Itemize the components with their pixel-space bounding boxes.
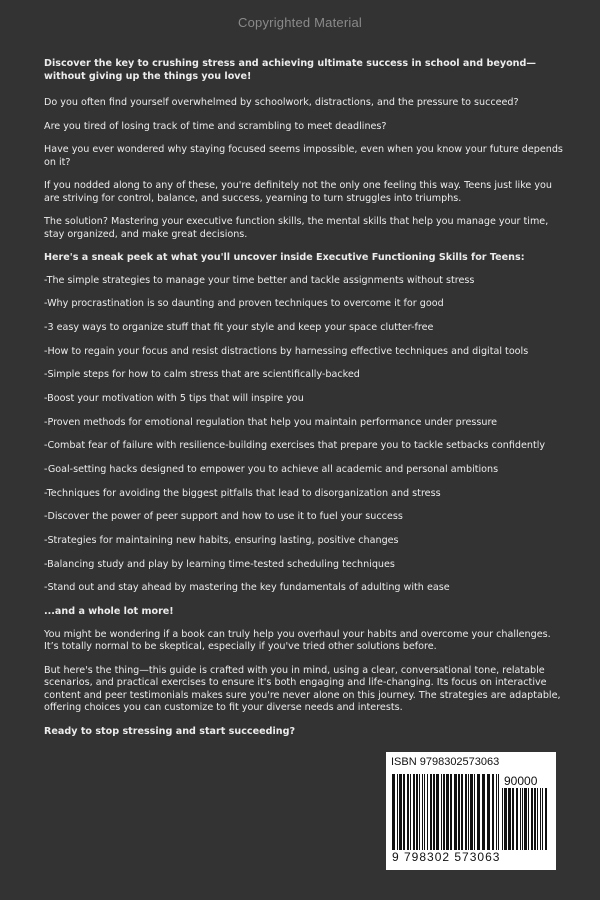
barcode-bar [534, 788, 536, 850]
barcode-bar [441, 774, 442, 850]
barcode-bar [470, 774, 473, 850]
barcode-bar [450, 774, 452, 850]
back-cover-text [44, 58, 564, 738]
price-code: 90000 [504, 774, 538, 788]
barcode-bar [524, 788, 527, 850]
closing-paragraph: You might be wondering if a book can truly help you overhaul your habits and overcome your challenges. It’s totally normal to be skeptical, especially if you've tried other solutions before. [44, 628, 551, 653]
list-item: -Balancing study and play by learning time-tested scheduling techniques [44, 558, 395, 570]
barcode-bar [458, 774, 460, 850]
barcode-bar [443, 774, 445, 850]
barcode-bar [413, 774, 415, 850]
paragraph: Do you often find yourself overwhelmed by schoolwork, distractions, and the pressure to succeed? [44, 97, 519, 108]
paragraph: Are you tired of losing track of time and scrambling to meet deadlines? [44, 120, 387, 132]
more-text: ...and a whole lot more! [44, 606, 174, 618]
barcode-bar [392, 774, 395, 850]
barcode-bar [410, 774, 411, 850]
barcode-bar [454, 774, 457, 850]
barcode-bar [545, 788, 547, 850]
barcode-bar [542, 788, 543, 850]
barcode-bar [436, 774, 439, 850]
isbn-digits: 9 798302 573063 [392, 850, 501, 864]
list-item: -Strategies for maintaining new habits, ensuring lasting, positive changes [44, 535, 399, 547]
copyright-watermark-top: Copyrighted Material [238, 15, 362, 30]
barcode-bar [504, 788, 507, 850]
closing-paragraph: But here's the thing—this guide is crafted with you in mind, using a clear, conversational tone, relatable scenarios, and practical exercises to ensure it's both engaging and life-changing. Its focus on interactive content and peer testimonials makes sure you're never alone on this journey. The strategies are adaptable, offering choices you can customize to fit your diverse needs and interests. [44, 664, 561, 714]
barcode-bar [416, 774, 418, 850]
list-item: -Proven methods for emotional regulation that help you maintain performance under pressure [44, 416, 498, 428]
barcode-bar [531, 788, 533, 850]
barcode-bar [540, 788, 541, 850]
barcode-bar [516, 788, 518, 850]
isbn-barcode [386, 752, 556, 870]
barcode-bar [399, 774, 402, 850]
paragraph: If you nodded along to any of these, you're definitely not the only one feeling this way. Teens just like you are striving for control, balance, and success, yearning to turn struggles into triumphs. [44, 180, 552, 204]
list-item: -Boost your motivation with 5 tips that will inspire you [44, 392, 304, 404]
barcode-bar [512, 788, 514, 850]
barcode-bar [427, 774, 428, 850]
barcode-bar [482, 774, 485, 850]
barcode-bar [498, 774, 499, 850]
barcode-bar [502, 788, 503, 850]
paragraph: Have you ever wondered why staying focused seems impossible, even when you know your future depends on it? [44, 144, 563, 168]
list-item: -Techniques for avoiding the biggest pitfalls that lead to disorganization and stress [44, 487, 441, 499]
paragraph: The solution? Mastering your executive function skills, the mental skills that help you manage your time, stay organized, and make great decisions. [44, 216, 549, 240]
list-item: -Stand out and stay ahead by mastering the key fundamentals of adulting with ease [44, 582, 450, 594]
barcode-bar [403, 774, 405, 850]
sneak-peek-heading: Here's a sneak peek at what you'll uncover inside Executive Functioning Skills for Teens: [44, 252, 525, 263]
barcode-bar [522, 788, 523, 850]
barcode-bar [446, 774, 449, 850]
list-item: -Why procrastination is so daunting and proven techniques to overcome it for good [44, 298, 444, 310]
barcode-bar [433, 774, 435, 850]
barcode-bar [430, 774, 432, 850]
barcode-bar [528, 788, 529, 850]
barcode-bar [477, 774, 480, 850]
barcode-bar [508, 788, 511, 850]
barcode-bar [422, 774, 423, 850]
barcode-bar [407, 774, 409, 850]
barcode-bar [492, 774, 494, 850]
list-item: -3 easy ways to organize stuff that fit your style and keep your space clutter-free [44, 321, 434, 333]
barcode-bar [424, 774, 425, 850]
list-item: -The simple strategies to manage your time better and tackle assignments without stress [44, 274, 475, 286]
barcode-bar [419, 774, 420, 850]
list-item: -Simple steps for how to calm stress that are scientifically-backed [44, 369, 360, 381]
list-item: -Discover the power of peer support and how to use it to fuel your success [44, 511, 403, 523]
barcode-bars [392, 774, 500, 850]
barcode-bar [496, 774, 497, 850]
barcode-bar [468, 774, 469, 850]
barcode-bar [487, 774, 490, 850]
isbn-label: ISBN 9798302573063 [391, 756, 500, 768]
lead-heading: Discover the key to crushing stress and achieving ultimate success in school and beyond—without giving up the things you love! [44, 58, 536, 82]
barcode-bar [465, 774, 467, 850]
price-barcode-bars [502, 788, 550, 850]
barcode-bar [474, 774, 475, 850]
call-to-action: Ready to stop stressing and start succeeding? [44, 725, 296, 737]
list-item: -Goal-setting hacks designed to empower you to achieve all academic and personal ambitions [44, 464, 499, 475]
barcode-bar [537, 788, 538, 850]
list-item: -How to regain your focus and resist distractions by harnessing effective techniques and digital tools [44, 345, 529, 357]
barcode-bar [461, 774, 463, 850]
list-item: -Combat fear of failure with resilience-building exercises that prepare you to tackle setbacks confidently [44, 440, 546, 452]
barcode-bar [520, 788, 521, 850]
barcode-bar [397, 774, 398, 850]
